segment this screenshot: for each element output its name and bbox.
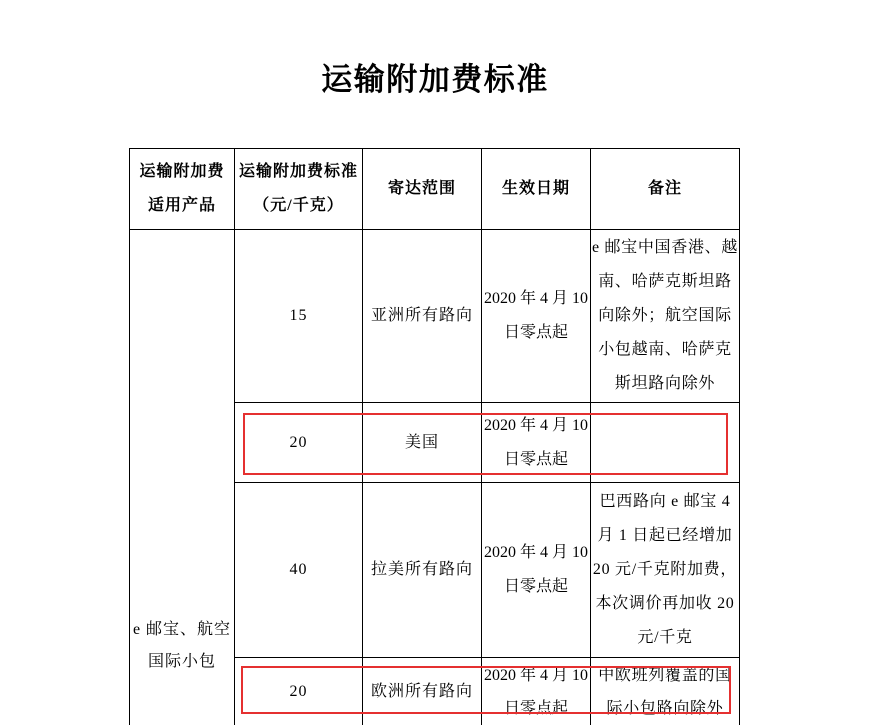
header-surcharge-standard: 运输附加费标准（元/千克） [235,149,362,229]
header-remarks: 备注 [591,149,739,229]
effective-date-cell: 2020 年 4 月 10 日零点起 [482,230,590,402]
header-effective-date: 生效日期 [482,149,590,229]
destination-cell: 欧洲所有路向 [363,658,481,725]
effective-date-cell: 2020 年 4 月 10 日零点起 [482,658,590,725]
remarks-cell [591,403,739,482]
header-destination: 寄达范围 [363,149,481,229]
rate-cell: 20 [235,403,362,482]
surcharge-table [129,148,740,725]
remarks-cell: 中欧班列覆盖的国际小包路向除外 [591,658,739,725]
rate-cell: 40 [235,483,362,657]
destination-cell: 拉美所有路向 [363,483,481,657]
document-title: 运输附加费标准 [321,62,549,97]
remarks-cell: e 邮宝中国香港、越南、哈萨克斯坦路向除外；航空国际小包越南、哈萨克斯坦路向除外 [591,230,739,402]
destination-cell: 亚洲所有路向 [363,230,481,402]
effective-date-cell: 2020 年 4 月 10 日零点起 [482,483,590,657]
product-cell: e 邮宝、航空国际小包 [130,230,234,725]
rate-cell: 20 [235,658,362,725]
remarks-cell: 巴西路向 e 邮宝 4 月 1 日起已经增加 20 元/千克附加费，本次调价再加收 20 元/千克 [591,483,739,657]
header-product: 运输附加费适用产品 [130,149,234,229]
effective-date-cell: 2020 年 4 月 10 日零点起 [482,403,590,482]
destination-cell: 美国 [363,403,481,482]
rate-cell: 15 [235,230,362,402]
